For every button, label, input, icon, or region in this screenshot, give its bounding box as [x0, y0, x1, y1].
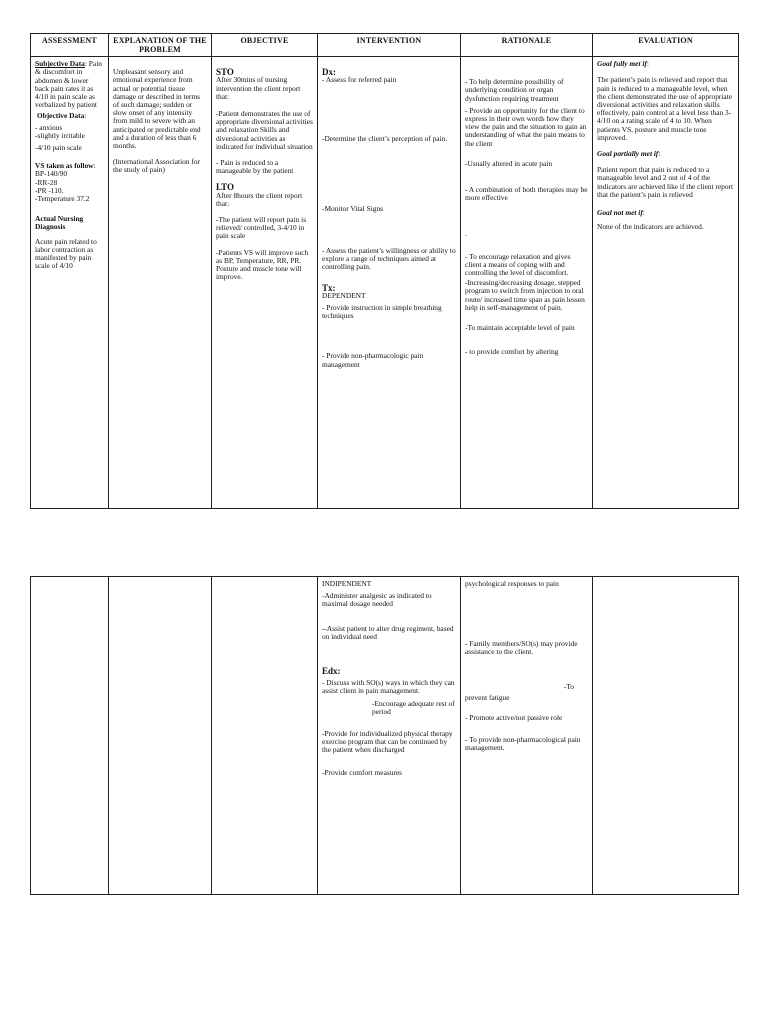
body-row: [31, 577, 739, 895]
dx-label: Dx: [322, 67, 333, 78]
goal-partial-text: Patient report that pain is reduced to a manageable level and 2 out of 4 of the indicators are achieved like if the client report that the patient’s pain is relieved: [597, 165, 734, 199]
evaluation-cell: [593, 577, 739, 895]
header-assessment: ASSESSMENT: [31, 34, 109, 57]
rationale-item: -Usually altered in acute pain: [465, 158, 553, 168]
intervention-item: -Monitor Vital Signs: [322, 203, 384, 213]
objective-data-item: -4/10 pain scale: [35, 143, 82, 153]
intervention-cell: INDIPENDENT -Administer analgesic as indicated to maximal dosage needed --Assist patient to alter drug regiment, based on individual need Edx: - Discuss with SO(s) ways in which they can assist client in pain management. -Encourage adequate rest of period -Provide for individualized physical therapy exercise program that can be continued by the patient when discharged -Provide comfort measures: [318, 577, 461, 895]
vs-label: VS taken as follow: [35, 161, 94, 171]
rationale-item: - To provide non-pharmacological pain management.: [465, 735, 581, 753]
edx-label: Edx: [322, 666, 338, 677]
header-evaluation: EVALUATION: [593, 34, 739, 57]
goal-fully-label: Goal fully met if: [597, 59, 647, 69]
rationale-item: -Increasing/decreasing dosage, stepped program to switch from injection to oral route/ increased time span as pain lessen help in self-management of pain.: [465, 278, 585, 312]
explanation-cell: [109, 57, 212, 509]
intervention-item: --Assist patient to alter drug regiment, based on individual need: [322, 623, 454, 641]
rationale-item: -To: [563, 681, 574, 691]
body-row: [31, 57, 739, 509]
care-plan-table: [30, 33, 739, 509]
rationale-cell: [461, 57, 593, 509]
intervention-item: - Provide instruction in simple breathing techniques: [322, 303, 442, 321]
intervention-item: -Encourage adequate rest of period: [372, 698, 455, 716]
objective-cell: [212, 57, 318, 509]
goal-notmet-text: None of the indicators are achieved.: [597, 222, 704, 232]
header-objective: OBJECTIVE: [212, 34, 318, 57]
lto-label: LTO: [216, 182, 235, 193]
header-rationale: RATIONALE: [461, 34, 593, 57]
goal-partial-label: Goal partially met if: [597, 149, 659, 159]
objective-data-item: -slightly irritable: [35, 130, 85, 140]
sto-item: -Patient demonstrates the use of appropriate diversional activities and relaxation Skills and diversional activities as indicated for individual situation: [216, 109, 313, 151]
rationale-item: - Family members/SO(s) may provide assistance to the client.: [465, 639, 578, 657]
rationale-item: - To help determine possibility of underlying condition or organ dysfunction requiring treatment: [465, 77, 564, 103]
intervention-item: - Discuss with SO(s) ways in which they can assist client in pain management.: [322, 678, 455, 696]
header-explanation: EXPLANATION OF THE PROBLEM: [109, 34, 212, 57]
rationale-item: prevent fatigue: [465, 692, 510, 702]
objective-data-item: - anxious: [35, 122, 63, 132]
subjective-text: Pain & discomfort in abdomen & lower back pain rates it as 4/10 in pain scale as verbalized by patient: [35, 59, 102, 110]
sto-text: After 30mins of nursing intervention the client report that:: [216, 75, 301, 101]
lto-item: -The patient will report pain is relieved/ controlled, 3-4/10 in pain scale: [216, 215, 307, 241]
rationale-item: psychological responses to pain: [465, 579, 559, 588]
objective-cell: [212, 577, 318, 895]
objective-data-label: Objective Data: [36, 111, 85, 121]
intervention-item: -Administer analgesic as indicated to maximal dosage needed: [322, 591, 432, 609]
diagnosis-label: Actual Nursing Diagnosis: [35, 214, 84, 232]
rationale-item: -To maintain acceptable level of pain: [465, 323, 575, 333]
care-plan-table-continued: [30, 576, 739, 895]
sto-label: STO: [216, 67, 234, 78]
intervention-item: - Provide non-pharmacologic pain management: [322, 351, 424, 369]
rationale-item: - Promote active/not passive role: [465, 713, 563, 723]
lto-text: After 8hours the client report that:: [216, 190, 303, 208]
assessment-cell: [31, 577, 109, 895]
vs-item: BP-140/90: [35, 169, 68, 179]
explanation-cell: [109, 577, 212, 895]
rationale-item: - Provide an opportunity for the client to express in their own words how they view the pain and the situation to gain an understanding of what the pain means to the client: [465, 105, 587, 148]
rationale-cell: [461, 577, 593, 895]
header-row: [31, 34, 739, 57]
explanation-source: (International Association for the study of pain): [113, 157, 201, 175]
sto-item: - Pain is reduced to a manageable by the patient: [216, 158, 294, 176]
rationale-item: - to provide comfort by altering: [465, 347, 559, 357]
intervention-item: -Provide comfort measures: [322, 767, 403, 777]
intervention-item: -Determine the client’s perception of pain.: [322, 133, 448, 143]
rationale-item: - A combination of both therapies may be more effective: [465, 185, 588, 203]
vs-item: -RR-28: [35, 177, 58, 187]
goal-fully-text: The patient’s pain is relieved and report that pain is reduced to a manageable level, when the client demonstrated the use of appropriate diversional activities and relaxation skills effectively, pain control at a level less than 3-4/10 on a rating scale of 4 to 10. When patients VS, posture and muscle tone improved.: [597, 75, 733, 142]
lto-item: -Patients VS will improve such as BP, Temperature, RR, PR. Posture and muscle tone will improve.: [216, 247, 309, 282]
goal-notmet-label: Goal not met if: [597, 208, 643, 218]
dependent-label: DEPENDENT: [322, 290, 366, 300]
rationale-item: - To encourage relaxation and gives client a means of coping with and controlling the level of discomfort.: [465, 251, 571, 278]
intervention-item: - Assess the patient’s willingness or ability to explore a range of techniques aimed at controlling pain.: [322, 246, 456, 272]
header-intervention: INTERVENTION: [318, 34, 461, 57]
intervention-cell: Dx: - Assess for referred pain -Determine the client’s perception of pain. -Monitor Vital Signs - Assess the patient’s willingness or ability to explore a range of techniques aimed at controlling pain. Tx: DEPENDENT - Provide instruction in simple breathing techniques - Provide non-pharmacologic pain management: [318, 57, 461, 509]
evaluation-cell: Goal fully met if: The patient’s pain is relieved and report that pain is reduced to a manageable level, when the client demonstrated the use of appropriate diversional activities and relaxation skills effectively, pain control at a level less than 3-4/10 on a rating scale of 4 to 10. When patients VS, posture and muscle tone improved. Goal partially met if: Patient report that pain is reduced to a manageable level and 2 out of 4 of the indicators are achieved like if the client report that the patient’s pain is relieved Goal not met if: None of the indicators are achieved.: [593, 57, 739, 509]
intervention-item: - Assess for referred pain: [322, 75, 397, 85]
explanation-text: Unpleasant sensory and emotional experience from actual or potential tissue damage or described in terms of such damage; sudden or slow onset of any intensity from mild to severe with an anticipated or predictable end and a duration of less than 6 months.: [113, 67, 201, 151]
independent-label: INDIPENDENT: [322, 579, 372, 588]
subjective-label: Subjective Data: [35, 59, 85, 69]
diagnosis-text: Acute pain related to labor contraction as manifested by pain scale of 4/10: [35, 236, 97, 271]
rationale-item: .: [465, 229, 467, 239]
tx-label: Tx: [322, 282, 333, 293]
intervention-item: -Provide for individualized physical therapy exercise program that can be continued by the patient when discharged: [322, 729, 453, 755]
vs-item: -PR -110.: [35, 185, 64, 195]
assessment-cell: Subjective Data: Pain & discomfort in abdomen & lower back pain rates it as 4/10 in pain scale as verbalized by patient Objective Data: - anxious -slightly irritable -4/10 pain scale VS taken as follow: BP-140/90 -RR-28 -PR -110. -Temperature 37.2 Actual Nursing Diagnosis Acute pain related to labor contraction as manifested by pain scale of 4/10: [31, 57, 109, 509]
vs-item: -Temperature 37.2: [35, 194, 90, 204]
